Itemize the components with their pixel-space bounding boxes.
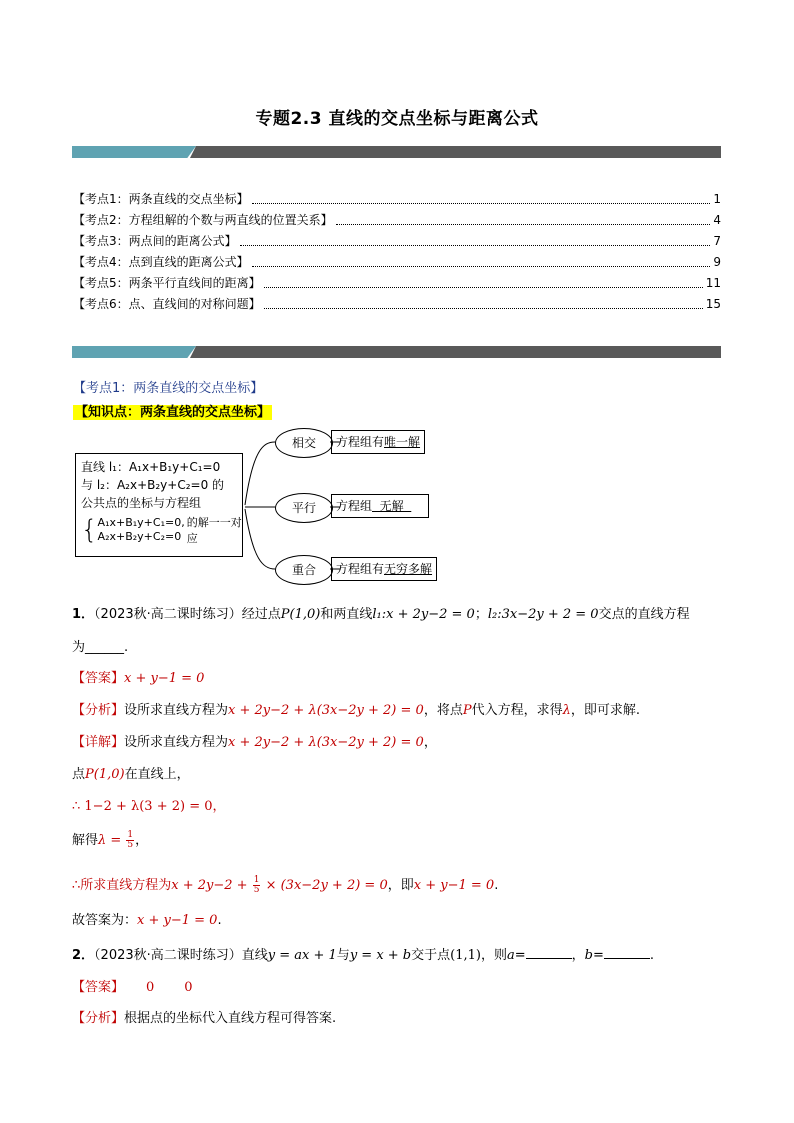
q1-stem bbox=[72, 603, 690, 622]
fraction bbox=[126, 831, 134, 850]
q1-text: . bbox=[124, 640, 129, 655]
definition-line: 与 l₂：A₂x+B₂y+C₂=0 的 bbox=[81, 478, 225, 492]
analysis-text: 代入方程，求得 bbox=[471, 703, 563, 718]
detail-equation: x + 2y−2 + λ(3x−2y + 2) = 0 bbox=[228, 735, 424, 750]
q2-text: . bbox=[649, 948, 655, 963]
analysis-text: 根据点的坐标代入直线方程可得答案. bbox=[124, 1011, 337, 1026]
section-heading: 【考点1：两条直线的交点坐标】 bbox=[73, 381, 264, 396]
q1-step2: ∴ 1−2 + λ(3 + 2) = 0， bbox=[72, 799, 226, 814]
toc-page: 4 bbox=[713, 213, 721, 227]
toc-label: 【考点3：两点间的距离公式】 bbox=[73, 234, 237, 248]
question-source: （2023秋·高二课时练习） bbox=[94, 948, 242, 963]
toc-leader bbox=[264, 287, 703, 288]
q1-text: 和两直线 bbox=[320, 607, 373, 622]
q2-text: 直线 bbox=[241, 948, 268, 963]
q2-var: a bbox=[506, 948, 515, 963]
q2-text: ， bbox=[571, 948, 585, 963]
q1-analysis bbox=[72, 699, 640, 718]
toc-label: 【考点1：两条直线的交点坐标】 bbox=[73, 192, 249, 206]
divider-accent bbox=[72, 146, 196, 158]
toc-entry[interactable] bbox=[73, 210, 721, 231]
detail-text: 设所求直线方程为 bbox=[124, 735, 229, 750]
step-text: ，即 bbox=[387, 878, 414, 893]
q1-step4 bbox=[72, 874, 498, 895]
final-equation: x + y−1 = 0 bbox=[137, 913, 218, 928]
knowledge-label: 【知识点：两条直线的交点坐标】 bbox=[75, 405, 271, 420]
q1-text: ； bbox=[474, 607, 488, 622]
toc-page: 1 bbox=[713, 192, 721, 206]
q2-blank bbox=[526, 946, 572, 959]
q2-equation: y = x + b bbox=[349, 948, 412, 963]
analysis-equation: x + 2y−2 + λ(3x−2y + 2) = 0 bbox=[228, 703, 424, 718]
q2-text: 交于点 bbox=[411, 948, 451, 963]
final-text: 故答案为： bbox=[72, 913, 138, 928]
q2-answer bbox=[72, 976, 193, 995]
result-text: 方程组有 bbox=[336, 435, 385, 449]
q1-text: 经过点 bbox=[241, 607, 281, 622]
fraction-numerator: 1 bbox=[127, 830, 134, 840]
q1-text: 为 bbox=[72, 640, 86, 655]
toc-page: 9 bbox=[713, 255, 721, 269]
q1-final bbox=[72, 909, 222, 928]
equation-system bbox=[81, 514, 242, 546]
toc-leader bbox=[240, 245, 711, 246]
fraction-numerator: 1 bbox=[253, 875, 260, 885]
step-text: . bbox=[494, 878, 499, 893]
system-equation: A₂x+B₂y+C₂=0 bbox=[97, 530, 182, 543]
q1-answer bbox=[72, 667, 204, 686]
divider-dark bbox=[190, 146, 721, 158]
node-parallel: 平行 bbox=[275, 493, 333, 523]
q1-point: P(1,0) bbox=[280, 607, 321, 622]
toc-entry[interactable] bbox=[73, 294, 721, 315]
section-divider-bar bbox=[72, 346, 721, 358]
connector-bottom bbox=[245, 509, 275, 569]
analysis-text: ，即可求解. bbox=[570, 703, 640, 718]
divider-dark bbox=[190, 346, 721, 358]
toc-entry[interactable] bbox=[73, 273, 721, 294]
answer-value: 0 bbox=[146, 980, 155, 995]
q1-stem-cont bbox=[72, 636, 128, 655]
step-lambda: λ = bbox=[98, 833, 126, 848]
toc-leader bbox=[252, 266, 711, 267]
result-text: 方程组有 bbox=[336, 562, 385, 576]
result-box-parallel bbox=[331, 494, 429, 518]
toc-entry[interactable] bbox=[73, 189, 721, 210]
toc-page: 7 bbox=[713, 234, 721, 248]
toc-label: 【考点5：两条平行直线间的距离】 bbox=[73, 276, 261, 290]
result-box-intersect bbox=[331, 430, 425, 454]
q2-var: b bbox=[584, 948, 593, 963]
definition-line: 直线 l₁：A₁x+B₁y+C₁=0 bbox=[81, 460, 221, 474]
answer-value: 0 bbox=[184, 980, 193, 995]
step-equation: × (3x−2y + 2) = 0 bbox=[261, 878, 388, 893]
q1-detail bbox=[72, 731, 437, 750]
detail-text: ， bbox=[423, 735, 437, 750]
definition-box bbox=[75, 453, 243, 557]
q2-text: 与 bbox=[336, 948, 350, 963]
q1-blank: ______ bbox=[85, 640, 125, 655]
result-box-coincide bbox=[331, 557, 437, 581]
toc-label: 【考点2：方程组解的个数与两直线的位置关系】 bbox=[73, 213, 333, 227]
q2-analysis bbox=[72, 1007, 336, 1026]
definition-line: 公共点的坐标与方程组 bbox=[81, 496, 202, 510]
step-text: ∴所求直线方程为 bbox=[72, 878, 172, 893]
result-answer: 无穷多解 bbox=[384, 562, 433, 576]
q1-step3 bbox=[72, 829, 148, 850]
toc-entry[interactable] bbox=[73, 231, 721, 252]
question-source: （2023秋·高二课时练习） bbox=[94, 607, 242, 622]
analysis-tag: 【分析】 bbox=[72, 703, 125, 718]
q2-equation: y = ax + 1 bbox=[267, 948, 337, 963]
step-equation: x + 2y−2 + bbox=[171, 878, 252, 893]
node-intersect: 相交 bbox=[275, 428, 333, 458]
toc-page: 15 bbox=[705, 297, 721, 311]
q2-text: ，则 bbox=[480, 948, 507, 963]
step-text: 在直线上， bbox=[124, 767, 190, 782]
toc-entry[interactable] bbox=[73, 252, 721, 273]
result-answer: 无解 bbox=[372, 499, 412, 513]
q1-line1: l₁:x + 2y−2 = 0 bbox=[372, 607, 475, 622]
step-result: x + y−1 = 0 bbox=[413, 878, 495, 893]
connector-top bbox=[245, 442, 275, 505]
step-text: 解得 bbox=[72, 833, 99, 848]
table-of-contents bbox=[73, 189, 721, 315]
q2-stem bbox=[72, 944, 654, 963]
divider-accent bbox=[72, 346, 196, 358]
header-divider-bar bbox=[72, 146, 721, 158]
step-point: P(1,0) bbox=[85, 767, 125, 782]
analysis-text: 设所求直线方程为 bbox=[124, 703, 229, 718]
q2-blank bbox=[604, 946, 650, 959]
answer-tag: 【答案】 bbox=[72, 671, 125, 686]
fraction-denominator: 5 bbox=[253, 885, 260, 895]
fraction bbox=[253, 876, 261, 895]
step-text: 点 bbox=[72, 767, 86, 782]
toc-leader bbox=[336, 224, 711, 225]
question-number: 1． bbox=[72, 607, 95, 622]
toc-label: 【考点6：点、直线间的对称问题】 bbox=[73, 297, 261, 311]
q2-point: (1,1) bbox=[450, 948, 481, 963]
toc-leader bbox=[264, 308, 703, 309]
analysis-text: ，将点 bbox=[423, 703, 463, 718]
analysis-lambda: λ bbox=[562, 703, 571, 718]
analysis-tag: 【分析】 bbox=[72, 1011, 125, 1026]
result-answer: 唯一解 bbox=[384, 435, 421, 449]
detail-tag: 【详解】 bbox=[72, 735, 125, 750]
final-text: . bbox=[217, 913, 222, 928]
toc-label: 【考点4：点到直线的距离公式】 bbox=[73, 255, 249, 269]
node-coincide: 重合 bbox=[275, 555, 333, 585]
analysis-point: P bbox=[462, 703, 472, 718]
page-title: 专题2.3 直线的交点坐标与距离公式 bbox=[255, 109, 539, 129]
system-tail: 的解一一对应 bbox=[186, 516, 242, 545]
system-equation: A₁x+B₁y+C₁=0, bbox=[97, 516, 185, 529]
q1-line2: l₂:3x−2y + 2 = 0 bbox=[487, 607, 599, 622]
answer-value: x + y−1 = 0 bbox=[124, 671, 205, 686]
result-text: 方程组 bbox=[336, 499, 373, 513]
knowledge-heading bbox=[73, 401, 272, 420]
q1-step1 bbox=[72, 763, 190, 782]
toc-leader bbox=[252, 203, 711, 204]
answer-tag: 【答案】 bbox=[72, 980, 125, 995]
q2-text: = bbox=[514, 948, 526, 963]
q2-text: = bbox=[593, 948, 604, 963]
step-text: ， bbox=[135, 833, 149, 848]
brace-icon: { bbox=[81, 515, 98, 545]
toc-page: 11 bbox=[705, 276, 721, 290]
fraction-denominator: 5 bbox=[127, 840, 134, 850]
q1-text: 交点的直线方程 bbox=[598, 607, 690, 622]
question-number: 2． bbox=[72, 948, 95, 963]
